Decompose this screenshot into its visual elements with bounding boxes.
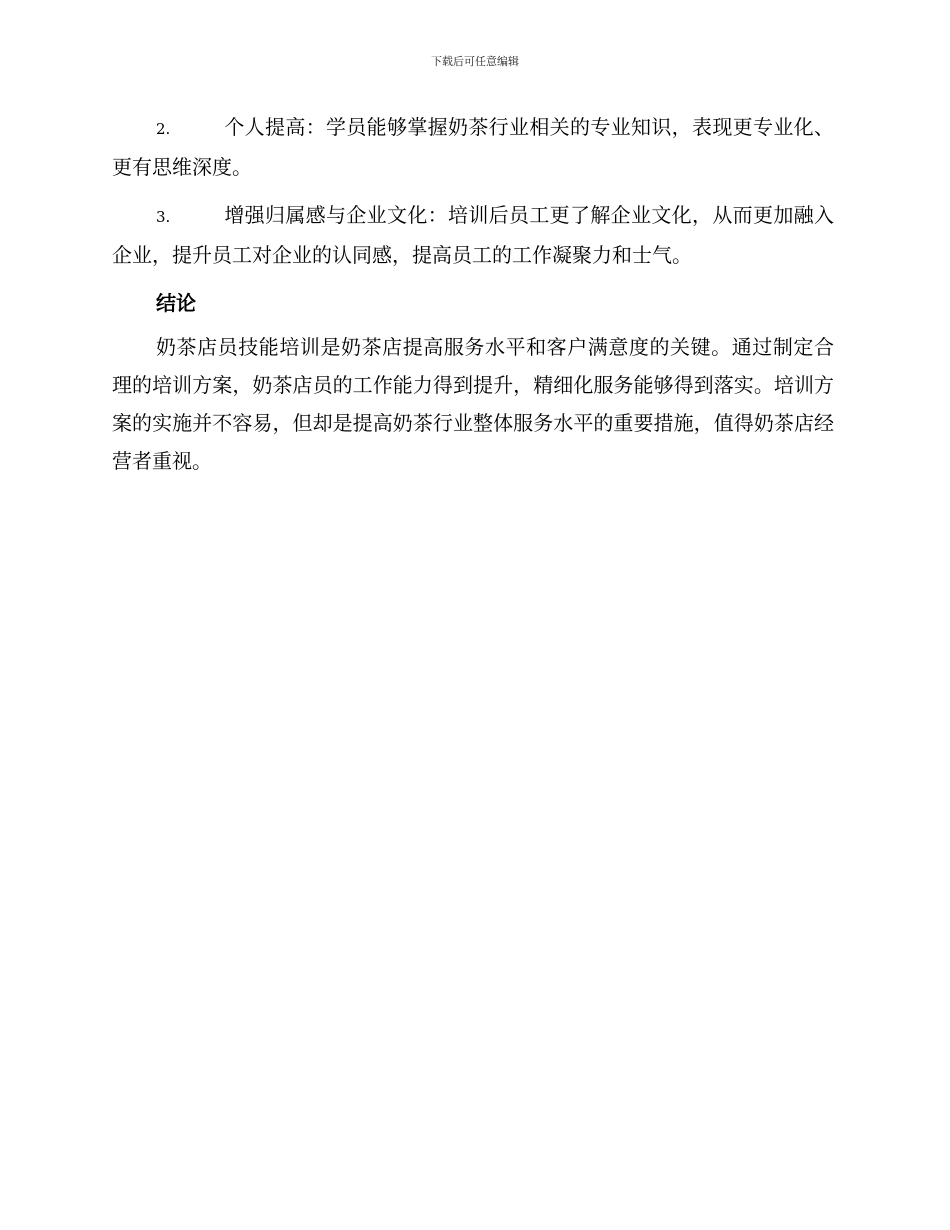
list-item-text: 个人提高：学员能够掌握奶茶行业相关的专业知识，表现更专业化、更有思维深度。 bbox=[112, 115, 834, 179]
list-item-text: 增强归属感与企业文化：培训后员工更了解企业文化，从而更加融入企业，提升员工对企业的认同感，提高员工的工作凝聚力和士气。 bbox=[112, 203, 834, 267]
list-item-number: 3. bbox=[156, 208, 171, 226]
list-item bbox=[112, 108, 834, 186]
page-header: 下载后可任意编辑 bbox=[431, 55, 519, 68]
section-heading-conclusion: 结论 bbox=[156, 291, 196, 315]
conclusion-paragraph: 奶茶店员技能培训是奶茶店提高服务水平和客户满意度的关键。通过制定合理的培训方案，奶茶店员的工作能力得到提升，精细化服务能够得到落实。培训方案的实施并不容易，但却是提高奶茶行业整体服务水平的重要措施，值得奶茶店经营者重视。 bbox=[112, 335, 834, 473]
list-item-number: 2. bbox=[156, 120, 171, 138]
list-item bbox=[112, 196, 834, 274]
document-body bbox=[112, 108, 834, 480]
